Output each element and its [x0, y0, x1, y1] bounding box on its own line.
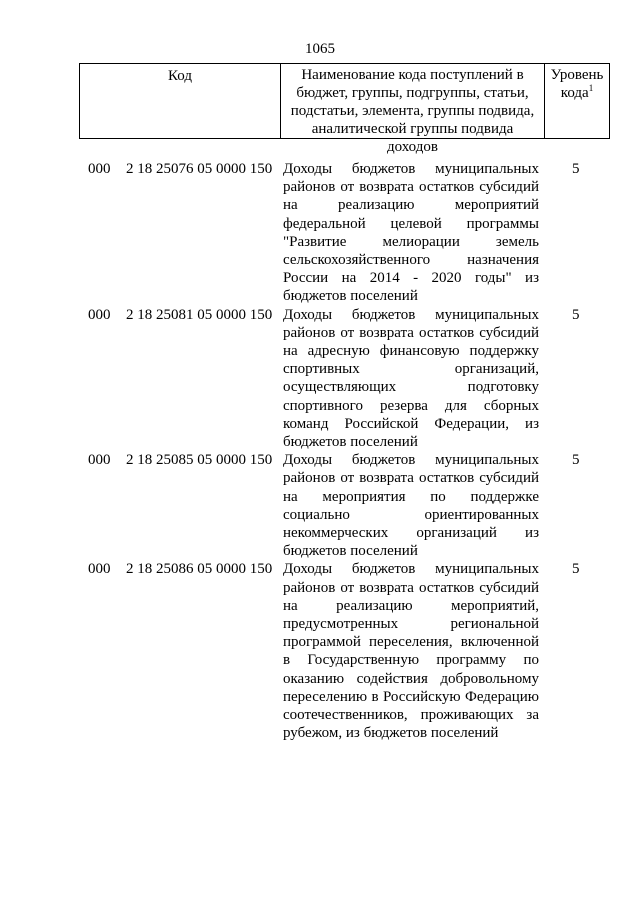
header-level-label: Уровень кода	[550, 67, 604, 101]
row-level: 5	[572, 452, 580, 469]
row-income-name: Доходы бюджетов муниципальных районов от возврата остатков субсидий на реализацию мероприятий, предусмотренных региональной программой переселения, включенной в Государственную программу по оказанию содействия добровольному переселению в Российскую Федерацию соотечественников, проживающих за рубежом, из бюджетов поселений	[283, 561, 539, 742]
table-header	[79, 63, 610, 155]
page-number: 1065	[305, 41, 335, 57]
row-level: 5	[572, 306, 580, 323]
row-admin-code: 000	[88, 161, 111, 177]
row-admin-code: 000	[88, 561, 111, 578]
header-level-footnote: 1	[588, 83, 594, 93]
row-income-name: Доходы бюджетов муниципальных районов от возврата остатков субсидий на адресную финансовую поддержку спортивных организаций, осуществляющих подготовку спортивного резерва для сборных команд Российской Федерации, из бюджетов поселений	[283, 306, 539, 451]
table-row	[79, 306, 610, 452]
header-name: Наименование кода поступлений в бюджет, группы, подгруппы, статьи, подстатьи, элемента, группы подвида, аналитической группы подвида доходов	[280, 64, 544, 138]
row-level: 5	[572, 161, 580, 177]
row-income-code: 2 18 25081 05 0000 150	[126, 306, 273, 323]
row-income-code: 2 18 25076 05 0000 150	[126, 161, 273, 177]
table-body	[79, 160, 610, 743]
row-income-name: Доходы бюджетов муниципальных районов от возврата остатков субсидий на реализацию мероприятий федеральной целевой программы "Развитие мелиорации земель сельскохозяйственного назначения России на 2014 - 2020 годы" из бюджетов поселений	[283, 161, 539, 305]
table-row	[79, 451, 610, 560]
row-income-name: Доходы бюджетов муниципальных районов от возврата остатков субсидий на мероприятия по поддержке социально ориентированных некоммерческих организаций из бюджетов поселений	[283, 452, 539, 560]
header-level	[544, 64, 609, 138]
row-level: 5	[572, 561, 580, 578]
header-code: Код	[168, 68, 192, 84]
row-admin-code: 000	[88, 306, 111, 323]
row-income-code: 2 18 25086 05 0000 150	[126, 561, 273, 578]
row-income-code: 2 18 25085 05 0000 150	[126, 452, 273, 469]
row-admin-code: 000	[88, 452, 111, 469]
table-row	[79, 560, 610, 742]
table-row	[79, 160, 610, 306]
